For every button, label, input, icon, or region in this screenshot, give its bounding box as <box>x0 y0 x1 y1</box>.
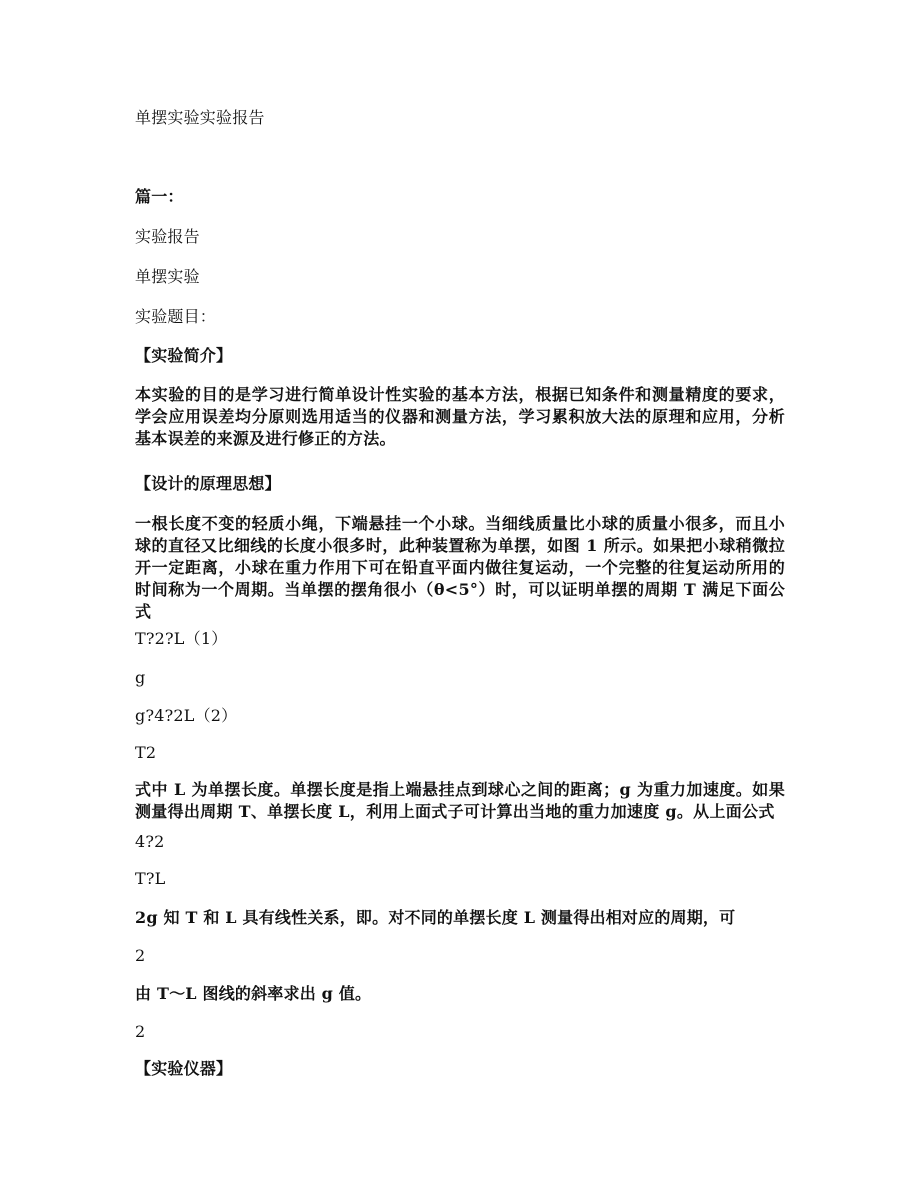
formula-fragment-2: T?L <box>135 869 166 888</box>
section-label: 篇一： <box>135 187 184 206</box>
formula-fragment-4: 2 <box>135 1022 146 1041</box>
document-title: 单摆实验实验报告 <box>135 108 265 127</box>
formula-1-denominator: g <box>135 668 146 687</box>
formula-2-denominator: T2 <box>135 743 157 762</box>
topic-label: 实验题目： <box>135 307 217 326</box>
relation-text: 2g 知 T 和 L 具有线性关系，即。对不同的单摆长度 L 测量得出相对应的周期，可 <box>135 908 736 927</box>
formula-2: g?4?2L（2） <box>135 706 238 725</box>
intro-heading: 【实验简介】 <box>135 346 233 365</box>
formula-fragment-1: 4?2 <box>135 832 165 851</box>
intro-paragraph: 本实验的目的是学习进行简单设计性实验的基本方法，根据已知条件和测量精度的要求，学会应用误差均分原则选用适当的仪器和测量方法，学习累积放大法的原理和应用，分析基本误差的来源及进行修正的方法。 <box>135 385 785 448</box>
experiment-name: 单摆实验 <box>135 267 200 286</box>
design-heading: 【设计的原理思想】 <box>135 474 281 493</box>
formula-1: T?2?L（1） <box>135 629 228 648</box>
equipment-heading: 【实验仪器】 <box>135 1059 233 1078</box>
doc-type-label: 实验报告 <box>135 227 200 246</box>
design-paragraph: 一根长度不变的轻质小绳，下端悬挂一个小球。当细线质量比小球的质量小很多，而且小球的直径又比细线的长度小很多时，此种装置称为单摆，如图 1 所示。如果把小球稍微拉开一定距离，小球在重力作用下可在铅直平面内做往复运动，一个完整的往复运动所用的时间称为一个周期。当单摆的摆角很小（θ<5°）时，可以证明单摆的周期 T 满足下面公式 <box>135 514 785 621</box>
slope-text: 由 T～L 图线的斜率求出 g 值。 <box>135 984 372 1003</box>
explain-paragraph: 式中 L 为单摆长度。单摆长度是指上端悬挂点到球心之间的距离；g 为重力加速度。如果测量得出周期 T、单摆长度 L，利用上面式子可计算出当地的重力加速度 g。从上面公式 <box>135 780 785 821</box>
formula-fragment-3: 2 <box>135 946 146 965</box>
